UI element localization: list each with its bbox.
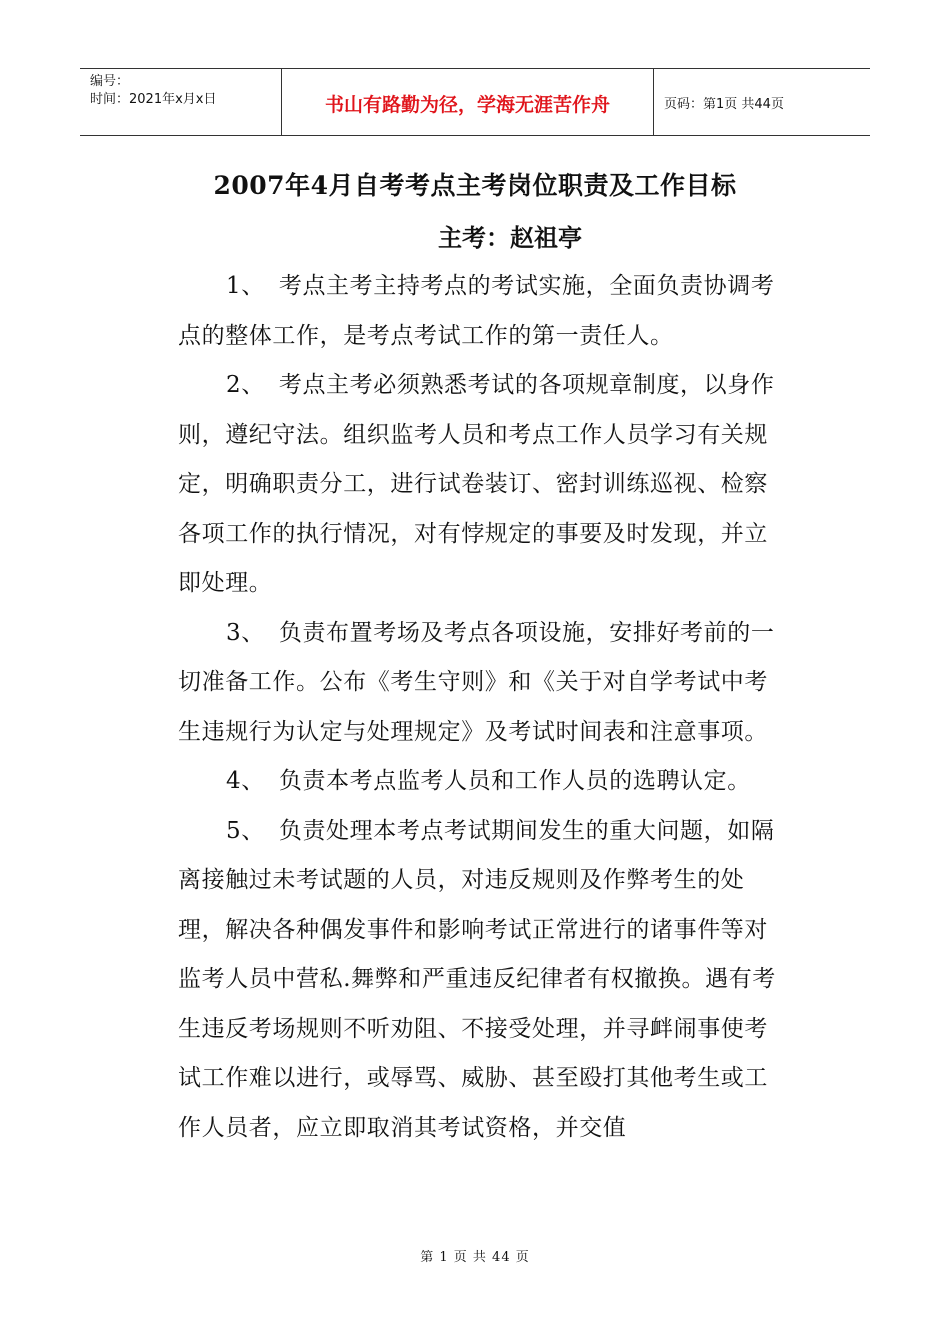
paragraph xyxy=(178,807,790,1154)
paragraph-number: 4、 xyxy=(226,768,265,794)
paragraph xyxy=(178,757,790,807)
header-meta xyxy=(80,69,282,135)
paragraph-text: 考点主考主持考点的考试实施，全面负责协调考点的整体工作，是考点考试工作的第一责任人。 xyxy=(178,273,775,349)
paragraph xyxy=(178,361,790,609)
paragraph-text: 负责处理本考点考试期间发生的重大问题，如隔离接触过未考试题的人员，对违反规则及作弊考生的处理，解决各种偶发事件和影响考试正常进行的诸事件等对监考人员中营私.舞弊和严重违反纪律者有权撤换。遇有考生违反考场规则不听劝阻、不接受处理，并寻衅闹事使考试工作难以进行，或辱骂、威胁、甚至殴打其他考生或工作人员者，应立即取消其考试资格，并交值 xyxy=(178,817,776,1141)
number-label: 编号： xyxy=(90,74,130,89)
paragraph-number: 2、 xyxy=(226,372,265,398)
page-header xyxy=(80,68,870,136)
document-body xyxy=(178,262,790,1153)
paragraph xyxy=(178,609,790,758)
document-title: 2007年4月自考考点主考岗位职责及工作目标 xyxy=(213,171,737,200)
page-footer: 第 1 页 共 44 页 xyxy=(420,1250,530,1265)
header-page-info: 页码：第1页 共44页 xyxy=(664,96,784,112)
paragraph-text: 负责布置考场及考点各项设施，安排好考前的一切准备工作。公布《考生守则》和《关于对自学考试中考生违规行为认定与处理规定》及考试时间表和注意事项。 xyxy=(178,619,775,745)
paragraph-number: 5、 xyxy=(226,817,265,844)
paragraph-text: 负责本考点监考人员和工作人员的选聘认定。 xyxy=(278,768,751,794)
document-subtitle: 主考：赵祖亭 xyxy=(438,223,582,252)
paragraph-number: 1、 xyxy=(226,273,265,299)
paragraph-text: 考点主考必须熟悉考试的各项规章制度，以身作则，遵纪守法。组织监考人员和考点工作人员学习有关规定，明确职责分工，进行试卷装订、密封训练巡视、检察各项工作的执行情况，对有悖规定的事要及时发现，并立即处理。 xyxy=(178,372,775,596)
paragraph-number: 3、 xyxy=(226,619,265,646)
paragraph xyxy=(178,262,790,361)
header-motto: 书山有路勤为径，学海无涯苦作舟 xyxy=(282,69,654,135)
time-label: 时间：2021年x月x日 xyxy=(90,92,217,107)
